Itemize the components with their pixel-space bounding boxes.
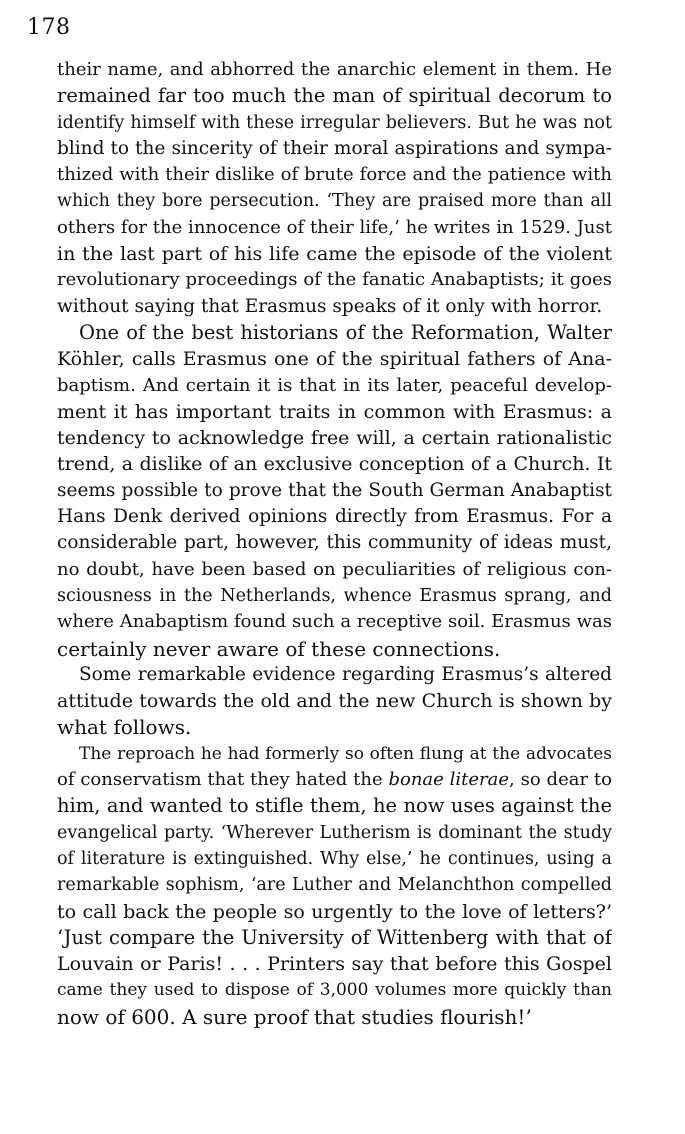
text-line: Köhler, calls Erasmus one of the spiritual fathers of Ana- — [57, 348, 612, 371]
text-line: in the last part of his life came the episode of the violent — [57, 243, 612, 266]
text-line: Louvain or Paris! . . . Printers say that before this Gospel — [57, 953, 612, 976]
text-line: evangelical party. ‘Wherever Lutherism is dominant the study — [57, 822, 612, 843]
text-line: identify himself with these irregular believers. But he was not — [57, 112, 612, 133]
text-line: remained far too much the man of spiritual decorum to — [57, 84, 612, 108]
text-line: considerable part, however, this community of ideas must, — [57, 532, 612, 554]
text-line: now of 600. A sure proof that studies flourish!’ — [57, 1004, 532, 1029]
text-line: came they used to dispose of 3,000 volumes more quickly than — [57, 980, 612, 1001]
italic-phrase: bonae literae — [388, 769, 510, 791]
text-line: blind to the sincerity of their moral aspirations and sympa- — [57, 137, 612, 159]
text-line: ment it has important traits in common with Erasmus: a — [57, 400, 612, 423]
text-line: of conservatism that they hated the bonae literae, so dear to — [57, 769, 612, 791]
text-line: thized with their dislike of brute force and the patience with — [57, 164, 612, 186]
text-line: seems possible to prove that the South German Anabaptist — [57, 479, 612, 501]
text-line: which they bore persecution. ‘They are praised more than all — [57, 191, 612, 212]
text-line: The reproach he had formerly so often flung at the advocates — [79, 743, 612, 764]
text-line: attitude towards the old and the new Church is shown by — [57, 690, 612, 713]
text-line: baptism. And certain it is that in its later, peaceful develop- — [57, 374, 612, 396]
body-text — [57, 57, 612, 1030]
text-line: without saying that Erasmus speaks of it only with horror. — [57, 295, 603, 317]
text-line: others for the innocence of their life,’ he writes in 1529. Just — [57, 216, 612, 238]
text-line: where Anabaptism found such a receptive soil. Erasmus was — [57, 611, 612, 633]
text-line: Hans Denk derived opinions directly from Erasmus. For a — [57, 506, 612, 528]
text-line: Some remarkable evidence regarding Erasmus’s altered — [79, 663, 612, 685]
text-line: no doubt, have been based on peculiarities of religious con- — [57, 558, 612, 580]
text-line: trend, a dislike of an exclusive conception of a Church. It — [57, 453, 612, 476]
text-line: to call back the people so urgently to the love of letters?’ — [57, 900, 612, 923]
text-line: revolutionary proceedings of the fanatic Anabaptists; it goes — [57, 269, 612, 291]
text-line: their name, and abhorred the anarchic element in them. He — [57, 59, 612, 80]
text-line: certainly never aware of these connections. — [57, 636, 501, 661]
text-line: of literature is extinguished. Why else,’ he continues, using a — [57, 848, 612, 869]
text-line: tendency to acknowledge free will, a certain rationalistic — [57, 427, 612, 450]
text-line: sciousness in the Netherlands, whence Erasmus sprang, and — [57, 585, 612, 606]
text-line: remarkable sophism, ‘are Luther and Melanchthon compelled — [57, 875, 612, 896]
text-line: what follows. — [57, 715, 192, 740]
page-number: 178 — [27, 15, 71, 40]
text-line: him, and wanted to stifle them, he now uses against the — [57, 794, 612, 818]
text-line: One of the best historians of the Reformation, Walter — [79, 320, 612, 344]
text-line: ‘Just compare the University of Wittenberg with that of — [57, 925, 612, 949]
